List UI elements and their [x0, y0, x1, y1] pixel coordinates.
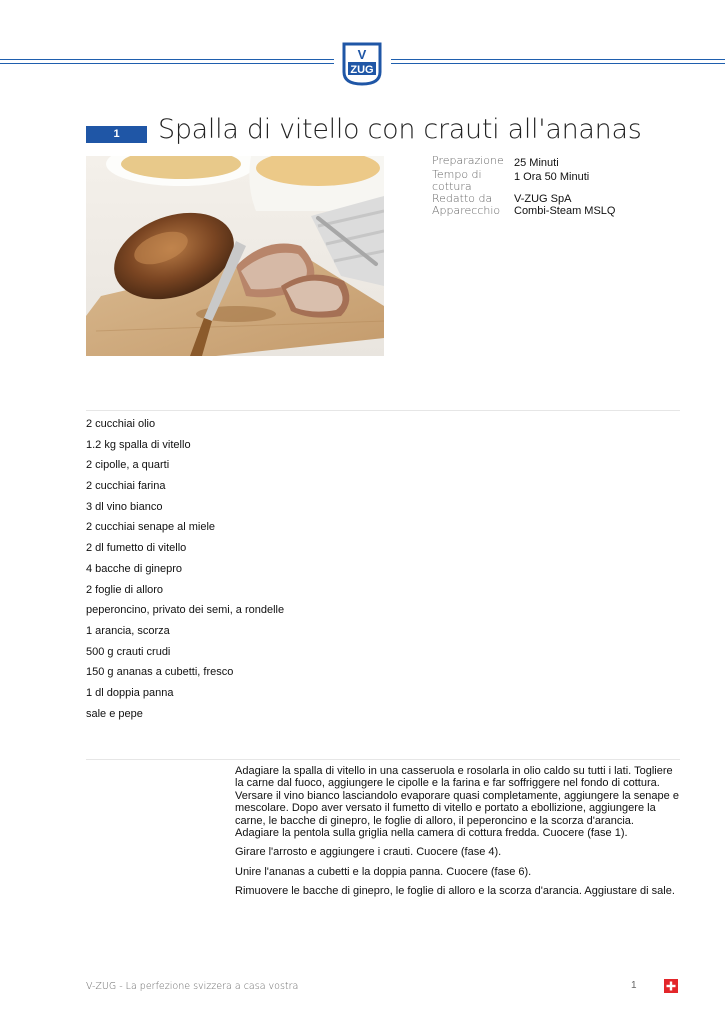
ingredient-item: 4 bacche di ginepro	[86, 562, 183, 575]
step-paragraph: Girare l'arrosto e aggiungere i crauti. Cuocere (fase 4).	[235, 846, 502, 859]
ingredient-item: 1 dl doppia panna	[86, 686, 174, 699]
meta-cook-row	[432, 169, 682, 193]
ingredient-item: 3 dl vino bianco	[86, 500, 163, 513]
meta-appliance-value: Combi-Steam MSLQ	[514, 205, 616, 217]
swiss-flag-icon	[664, 979, 678, 993]
header-line-left-bottom	[0, 63, 334, 64]
steps-separator	[86, 759, 680, 760]
ingredient-item: 2 cipolle, a quarti	[86, 459, 170, 472]
svg-text:ZUG: ZUG	[350, 64, 374, 76]
meta-author-value: V-ZUG SpA	[514, 193, 572, 205]
ingredient-item: peperoncino, privato dei semi, a rondelle	[86, 604, 285, 617]
step-paragraph: Adagiare la spalla di vitello in una casseruola e rosolarla in olio caldo su tutti i lati. Togliere la carne dal fuoco, aggiungere le cipolle e la farina e far soffriggere nel fondo di cottura. Versare il vino bianco lasciandolo evaporare quasi completamente, aggiungere la senape e mescolare. Dopo aver versato il fumetto di vitello e portato a ebollizione, aggiungere la carne, le bacche di ginepro, le foglie di alloro, il peperoncino e la scorza d'arancia. Adagiare la pentola sulla griglia nella camera di cottura fredda. Cuocere (fase 1).	[235, 765, 679, 840]
recipe-meta	[432, 155, 682, 217]
ingredient-item: 2 foglie di alloro	[86, 583, 164, 596]
meta-prep-row	[432, 155, 682, 169]
header-line-right-bottom	[391, 63, 725, 64]
ingredients-list	[86, 418, 486, 728]
ingredient-item: sale e pepe	[86, 707, 143, 720]
meta-cook-label-1: Tempo di	[432, 168, 482, 181]
ingredient-item: 1.2 kg spalla di vitello	[86, 438, 191, 451]
page-number: 1	[631, 980, 637, 991]
step-paragraph: Unire l'ananas a cubetti e la doppia panna. Cuocere (fase 6).	[235, 865, 532, 878]
preparation-steps	[235, 765, 680, 905]
ingredient-item: 500 g crauti crudi	[86, 645, 171, 658]
recipe-number-badge: 1	[86, 126, 147, 143]
step-paragraph: Rimuovere le bacche di ginepro, le foglie di alloro e la scorza d'arancia. Aggiustare di sale.	[235, 885, 675, 898]
meta-appliance-label: Apparecchio	[432, 204, 501, 217]
header-line-left-top	[0, 59, 334, 60]
ingredient-item: 2 cucchiai olio	[86, 418, 156, 430]
meta-appliance-row	[432, 205, 682, 217]
meta-prep-value: 25 Minuti	[514, 157, 559, 169]
ingredient-item: 150 g ananas a cubetti, fresco	[86, 666, 234, 679]
meta-cook-value: 1 Ora 50 Minuti	[514, 171, 590, 183]
ingredient-item: 2 cucchiai farina	[86, 480, 166, 493]
meta-prep-label: Preparazione	[432, 154, 504, 167]
meta-author-label: Redatto da	[432, 192, 493, 205]
recipe-title: Spalla di vitello con crauti all'ananas	[158, 114, 642, 145]
header-line-right-top	[391, 59, 725, 60]
svg-text:V: V	[357, 47, 367, 62]
footer-slogan: V-ZUG - La perfezione svizzera a casa vostra	[86, 981, 299, 992]
ingredient-item: 2 cucchiai senape al miele	[86, 521, 216, 534]
ingredients-separator	[86, 410, 680, 411]
vzug-logo	[342, 42, 382, 86]
ingredient-item: 2 dl fumetto di vitello	[86, 542, 187, 555]
meta-cook-label-2: cottura	[432, 180, 472, 193]
ingredient-item: 1 arancia, scorza	[86, 624, 170, 637]
recipe-photo	[86, 156, 384, 356]
